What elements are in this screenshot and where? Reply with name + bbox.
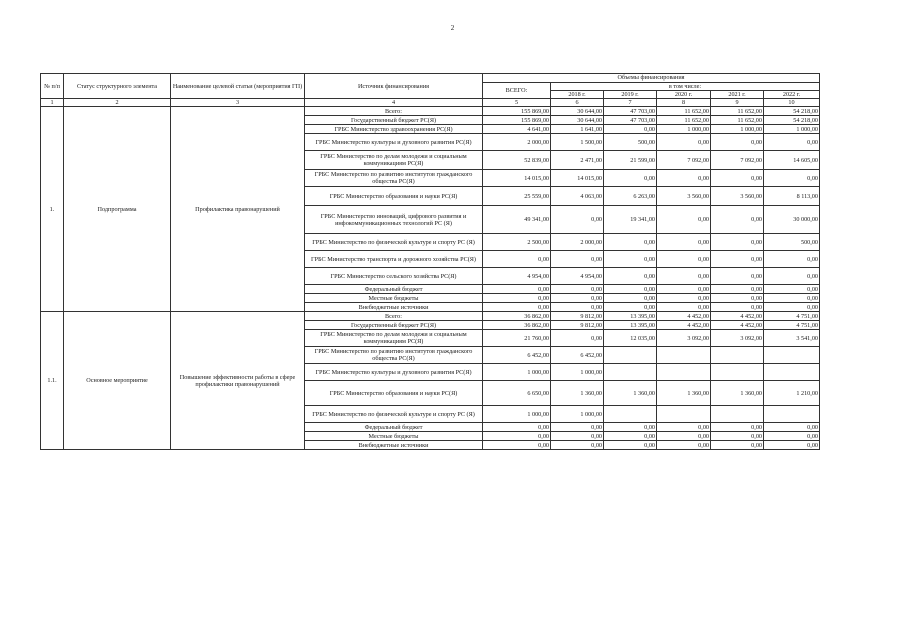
financing-table — [40, 73, 820, 450]
amount-cell: 0,00 — [657, 234, 711, 251]
amount-cell: 0,00 — [657, 441, 711, 450]
amount-cell: 1 360,00 — [711, 381, 764, 406]
amount-cell: 0,00 — [764, 268, 820, 285]
col-number: 8 — [657, 99, 711, 107]
amount-cell: 1 360,00 — [551, 381, 604, 406]
header-volumes: Объемы финансирования — [483, 74, 820, 83]
amount-cell: 6 263,00 — [604, 187, 657, 206]
amount-cell: 155 869,00 — [483, 116, 551, 125]
page-number: 2 — [450, 24, 455, 32]
amount-cell: 0,00 — [764, 285, 820, 294]
funding-source: ГРБС Министерство образования и науки РС(Я) — [305, 187, 483, 206]
amount-cell: 0,00 — [657, 432, 711, 441]
amount-cell: 2 000,00 — [483, 134, 551, 151]
amount-cell: 30 644,00 — [551, 107, 604, 116]
amount-cell — [711, 347, 764, 364]
amount-cell: 0,00 — [711, 170, 764, 187]
amount-cell: 0,00 — [604, 294, 657, 303]
amount-cell: 0,00 — [604, 251, 657, 268]
amount-cell: 0,00 — [657, 303, 711, 312]
funding-source: Государственный бюджет РС(Я) — [305, 116, 483, 125]
amount-cell: 4 751,00 — [764, 312, 820, 321]
amount-cell: 3 092,00 — [657, 330, 711, 347]
amount-cell: 0,00 — [657, 285, 711, 294]
amount-cell: 0,00 — [711, 294, 764, 303]
amount-cell: 0,00 — [551, 294, 604, 303]
amount-cell: 0,00 — [711, 268, 764, 285]
amount-cell: 2 500,00 — [483, 234, 551, 251]
amount-cell: 1 000,00 — [711, 125, 764, 134]
amount-cell: 0,00 — [764, 251, 820, 268]
amount-cell: 3 092,00 — [711, 330, 764, 347]
amount-cell: 36 862,00 — [483, 312, 551, 321]
amount-cell: 0,00 — [711, 206, 764, 234]
col-number: 1 — [41, 99, 64, 107]
col-number: 2 — [64, 99, 171, 107]
amount-cell: 0,00 — [551, 423, 604, 432]
header-year: 2018 г. — [551, 91, 604, 99]
amount-cell: 11 652,00 — [711, 107, 764, 116]
amount-cell: 9 812,00 — [551, 312, 604, 321]
amount-cell: 0,00 — [657, 251, 711, 268]
amount-cell: 0,00 — [711, 134, 764, 151]
amount-cell: 3 560,00 — [711, 187, 764, 206]
funding-source: Всего: — [305, 107, 483, 116]
amount-cell: 4 954,00 — [483, 268, 551, 285]
amount-cell: 19 341,00 — [604, 206, 657, 234]
header-year: 2021 г. — [711, 91, 764, 99]
amount-cell: 4 452,00 — [711, 312, 764, 321]
amount-cell — [657, 406, 711, 423]
amount-cell: 1 000,00 — [483, 364, 551, 381]
amount-cell: 1 000,00 — [657, 125, 711, 134]
amount-cell: 0,00 — [711, 423, 764, 432]
amount-cell: 0,00 — [551, 285, 604, 294]
funding-source: Местные бюджеты — [305, 432, 483, 441]
amount-cell: 3 541,00 — [764, 330, 820, 347]
amount-cell — [657, 347, 711, 364]
section-name: Профилактика правонарушений — [171, 107, 305, 312]
amount-cell: 0,00 — [483, 285, 551, 294]
funding-source: ГРБС Министерство по развитию институтов гражданского общества РС(Я) — [305, 347, 483, 364]
amount-cell: 0,00 — [657, 206, 711, 234]
header-num: № п/п — [41, 74, 64, 99]
amount-cell: 0,00 — [483, 294, 551, 303]
table-row — [41, 107, 820, 116]
amount-cell: 4 063,00 — [551, 187, 604, 206]
section-status: Основное мероприятие — [64, 312, 171, 450]
amount-cell: 6 452,00 — [551, 347, 604, 364]
amount-cell: 1 210,00 — [764, 381, 820, 406]
amount-cell: 0,00 — [604, 170, 657, 187]
amount-cell: 2 471,00 — [551, 151, 604, 170]
amount-cell: 11 652,00 — [711, 116, 764, 125]
amount-cell — [657, 364, 711, 381]
section-name: Повышение эффективности работы в сфере профилактики правонарушений — [171, 312, 305, 450]
header-source: Источник финансирования — [305, 74, 483, 99]
funding-source: ГРБС Министерство инноваций, цифрового развития и инфокоммуникационных технологий РС (Я) — [305, 206, 483, 234]
amount-cell: 14 015,00 — [483, 170, 551, 187]
section-num: 1.1. — [41, 312, 64, 450]
col-number: 9 — [711, 99, 764, 107]
amount-cell: 0,00 — [657, 423, 711, 432]
amount-cell — [764, 406, 820, 423]
amount-cell: 6 452,00 — [483, 347, 551, 364]
amount-cell: 6 650,00 — [483, 381, 551, 406]
amount-cell: 0,00 — [604, 303, 657, 312]
amount-cell: 155 869,00 — [483, 107, 551, 116]
col-number: 4 — [305, 99, 483, 107]
funding-source: ГРБС Министерство здравоохранения РС(Я) — [305, 125, 483, 134]
amount-cell: 0,00 — [483, 441, 551, 450]
amount-cell: 30 000,00 — [764, 206, 820, 234]
amount-cell: 54 218,00 — [764, 107, 820, 116]
funding-source: Местные бюджеты — [305, 294, 483, 303]
col-number: 3 — [171, 99, 305, 107]
amount-cell: 11 652,00 — [657, 116, 711, 125]
amount-cell — [711, 406, 764, 423]
funding-source: ГРБС Министерство по физической культуре и спорту РС (Я) — [305, 406, 483, 423]
amount-cell: 0,00 — [711, 441, 764, 450]
amount-cell: 0,00 — [657, 294, 711, 303]
amount-cell: 0,00 — [483, 303, 551, 312]
funding-source: ГРБС Министерство транспорта и дорожного хозяйства РС(Я) — [305, 251, 483, 268]
amount-cell: 0,00 — [764, 441, 820, 450]
column-numbers-row — [41, 99, 820, 107]
col-number: 6 — [551, 99, 604, 107]
amount-cell: 0,00 — [551, 432, 604, 441]
amount-cell: 0,00 — [764, 303, 820, 312]
amount-cell: 0,00 — [483, 423, 551, 432]
funding-source: ГРБС Министерство образования и науки РС(Я) — [305, 381, 483, 406]
amount-cell: 0,00 — [657, 170, 711, 187]
amount-cell: 0,00 — [764, 170, 820, 187]
funding-source: Внебюджетные источники — [305, 441, 483, 450]
amount-cell: 0,00 — [483, 432, 551, 441]
amount-cell: 0,00 — [483, 251, 551, 268]
header-year: 2019 г. — [604, 91, 657, 99]
amount-cell: 0,00 — [764, 432, 820, 441]
funding-source: ГРБС Министерство сельского хозяйства РС(Я) — [305, 268, 483, 285]
funding-source: ГРБС Министерство культуры и духовного развития РС(Я) — [305, 134, 483, 151]
amount-cell: 11 652,00 — [657, 107, 711, 116]
amount-cell: 4 452,00 — [657, 321, 711, 330]
amount-cell: 2 000,00 — [551, 234, 604, 251]
header-including: в том числе: — [551, 83, 820, 91]
col-number: 7 — [604, 99, 657, 107]
amount-cell: 14 605,00 — [764, 151, 820, 170]
funding-source: ГРБС Министерство по физической культуре и спорту РС (Я) — [305, 234, 483, 251]
amount-cell: 1 360,00 — [604, 381, 657, 406]
amount-cell: 4 641,00 — [483, 125, 551, 134]
amount-cell: 1 000,00 — [551, 364, 604, 381]
amount-cell: 0,00 — [551, 251, 604, 268]
amount-cell: 0,00 — [604, 234, 657, 251]
funding-source: ГРБС Министерство по делам молодежи и социальным коммуникациям РС(Я) — [305, 151, 483, 170]
amount-cell: 500,00 — [604, 134, 657, 151]
amount-cell — [764, 347, 820, 364]
amount-cell: 0,00 — [604, 268, 657, 285]
funding-source: Федеральный бюджет — [305, 285, 483, 294]
amount-cell: 0,00 — [711, 303, 764, 312]
amount-cell: 0,00 — [604, 423, 657, 432]
funding-source: Внебюджетные источники — [305, 303, 483, 312]
amount-cell — [764, 364, 820, 381]
amount-cell: 13 395,00 — [604, 321, 657, 330]
amount-cell: 0,00 — [551, 441, 604, 450]
funding-source: ГРБС Министерство по делам молодежи и социальным коммуникациям РС(Я) — [305, 330, 483, 347]
header-total: ВСЕГО: — [483, 83, 551, 99]
amount-cell: 36 862,00 — [483, 321, 551, 330]
amount-cell: 0,00 — [604, 285, 657, 294]
amount-cell: 4 954,00 — [551, 268, 604, 285]
amount-cell: 54 218,00 — [764, 116, 820, 125]
amount-cell: 7 092,00 — [711, 151, 764, 170]
amount-cell — [604, 364, 657, 381]
section-status: Подпрограмма — [64, 107, 171, 312]
funding-source: ГРБС Министерство культуры и духовного развития РС(Я) — [305, 364, 483, 381]
amount-cell: 0,00 — [604, 125, 657, 134]
amount-cell — [604, 347, 657, 364]
amount-cell: 0,00 — [551, 206, 604, 234]
amount-cell: 0,00 — [604, 432, 657, 441]
amount-cell: 30 644,00 — [551, 116, 604, 125]
amount-cell: 0,00 — [551, 330, 604, 347]
amount-cell: 0,00 — [764, 134, 820, 151]
header-year: 2022 г. — [764, 91, 820, 99]
amount-cell: 49 341,00 — [483, 206, 551, 234]
col-number: 5 — [483, 99, 551, 107]
funding-source: ГРБС Министерство по развитию институтов гражданского общества РС(Я) — [305, 170, 483, 187]
header-status: Статус структурного элемента — [64, 74, 171, 99]
funding-source: Всего: — [305, 312, 483, 321]
amount-cell: 25 559,00 — [483, 187, 551, 206]
amount-cell: 0,00 — [764, 294, 820, 303]
amount-cell: 1 641,00 — [551, 125, 604, 134]
section-num: 1. — [41, 107, 64, 312]
amount-cell: 1 360,00 — [657, 381, 711, 406]
header-year: 2020 г. — [657, 91, 711, 99]
amount-cell: 21 599,00 — [604, 151, 657, 170]
amount-cell: 9 812,00 — [551, 321, 604, 330]
amount-cell: 4 452,00 — [657, 312, 711, 321]
amount-cell: 0,00 — [711, 285, 764, 294]
amount-cell: 47 703,00 — [604, 107, 657, 116]
amount-cell — [604, 406, 657, 423]
amount-cell: 1 000,00 — [764, 125, 820, 134]
col-number: 10 — [764, 99, 820, 107]
amount-cell: 0,00 — [711, 234, 764, 251]
amount-cell: 0,00 — [657, 134, 711, 151]
amount-cell: 7 092,00 — [657, 151, 711, 170]
amount-cell: 0,00 — [764, 423, 820, 432]
amount-cell: 3 560,00 — [657, 187, 711, 206]
amount-cell: 12 035,00 — [604, 330, 657, 347]
amount-cell: 0,00 — [551, 303, 604, 312]
amount-cell: 4 452,00 — [711, 321, 764, 330]
amount-cell: 1 000,00 — [551, 406, 604, 423]
amount-cell: 0,00 — [711, 432, 764, 441]
amount-cell: 47 703,00 — [604, 116, 657, 125]
funding-source: Государственный бюджет РС(Я) — [305, 321, 483, 330]
amount-cell: 52 839,00 — [483, 151, 551, 170]
amount-cell: 0,00 — [657, 268, 711, 285]
amount-cell: 500,00 — [764, 234, 820, 251]
amount-cell: 13 395,00 — [604, 312, 657, 321]
amount-cell: 1 500,00 — [551, 134, 604, 151]
amount-cell: 14 015,00 — [551, 170, 604, 187]
amount-cell: 1 000,00 — [483, 406, 551, 423]
amount-cell: 0,00 — [604, 441, 657, 450]
amount-cell: 8 113,00 — [764, 187, 820, 206]
amount-cell: 4 751,00 — [764, 321, 820, 330]
funding-source: Федеральный бюджет — [305, 423, 483, 432]
table-row — [41, 312, 820, 321]
amount-cell — [711, 364, 764, 381]
header-name: Наименование целевой статьи (мероприятия ГП) — [171, 74, 305, 99]
amount-cell: 21 760,00 — [483, 330, 551, 347]
amount-cell: 0,00 — [711, 251, 764, 268]
